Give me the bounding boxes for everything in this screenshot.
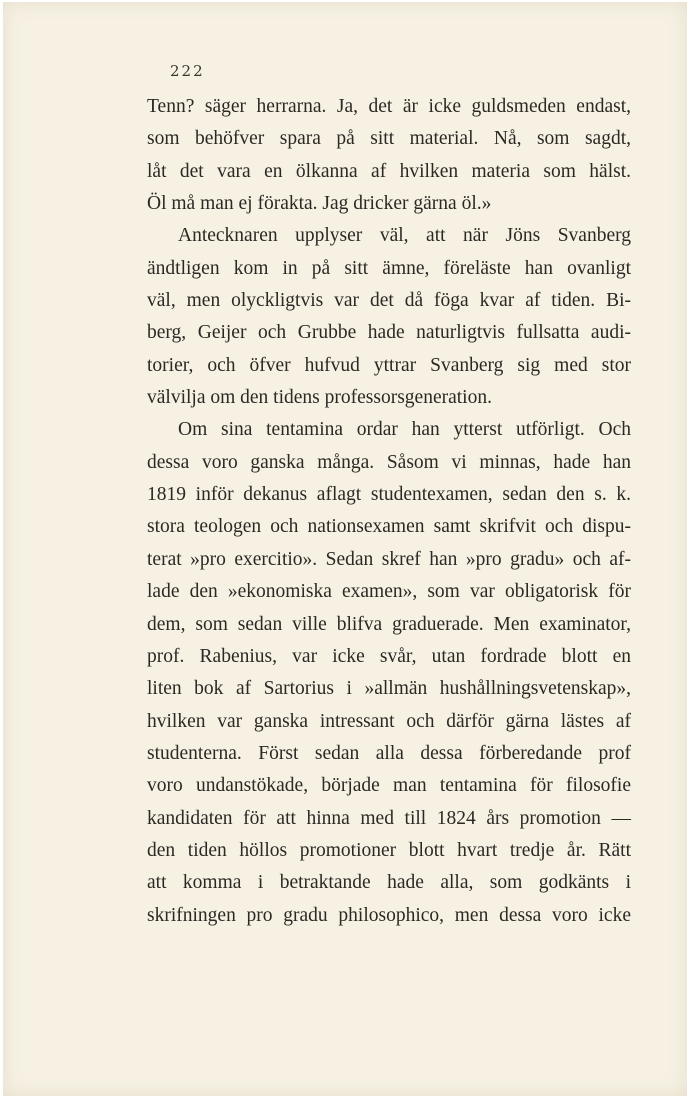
text-line: liten bok af Sartorius i »allmän hushållningsvetenskap», (147, 678, 631, 700)
body-text (147, 91, 631, 932)
text-line: stora teologen och nationsexamen samt skrifvit och dispu- (147, 516, 631, 538)
text-line: Öl må man ej förakta. Jag dricker gärna öl.» (147, 193, 492, 215)
text-line: voro undanstökade, började man tentamina för filosofie (147, 775, 631, 797)
text-line: låt det vara en ölkanna af hvilken materia som hälst. (147, 160, 631, 182)
paragraph-start-line: Om sina tentamina ordar han ytterst utförligt. Och (178, 419, 631, 441)
text-line: dessa voro ganska många. Såsom vi minnas, hade han (147, 451, 631, 473)
book-page (3, 2, 687, 1096)
text-line: kandidaten för att hinna med till 1824 års promotion — (147, 807, 631, 829)
paragraph-start-line: Antecknaren upplyser väl, att när Jöns Svanberg (178, 225, 631, 247)
text-line: välvilja om den tidens professorsgeneration. (147, 387, 492, 409)
text-line: skrifningen pro gradu philosophico, men dessa voro icke (147, 904, 631, 926)
text-line: prof. Rabenius, var icke svår, utan fordrade blott en (147, 645, 631, 667)
text-line: Tenn? säger herrarna. Ja, det är icke guldsmeden endast, (147, 96, 631, 117)
text-line: berg, Geijer och Grubbe hade naturligtvis fullsatta audi- (147, 322, 631, 344)
text-line: lade den »ekonomiska examen», som var obligatorisk för (147, 581, 631, 603)
text-line: att komma i betraktande hade alla, som godkänts i (147, 872, 631, 894)
text-line: väl, men olyckligtvis var det då föga kvar af tiden. Bi- (147, 290, 631, 312)
text-line: studenterna. Först sedan alla dessa förberedande prof (147, 742, 631, 764)
text-line: den tiden höllos promotioner blott hvart tredje år. Rätt (147, 839, 631, 861)
text-line: 1819 inför dekanus aflagt studentexamen, sedan den s. k. (147, 484, 631, 506)
text-line: terat »pro exercitio». Sedan skref han »pro gradu» och af- (147, 548, 631, 570)
text-line: ändtligen kom in på sitt ämne, föreläste han ovanligt (147, 257, 631, 279)
page-number: 222 (170, 62, 205, 80)
text-line: hvilken var ganska intressant och därför gärna lästes af (147, 710, 631, 732)
text-line: dem, som sedan ville blifva graduerade. Men examinator, (147, 613, 631, 635)
text-line: torier, och öfver hufvud yttrar Svanberg sig med stor (147, 354, 631, 376)
text-line: som behöfver spara på sitt material. Nå, som sagdt, (147, 128, 631, 150)
